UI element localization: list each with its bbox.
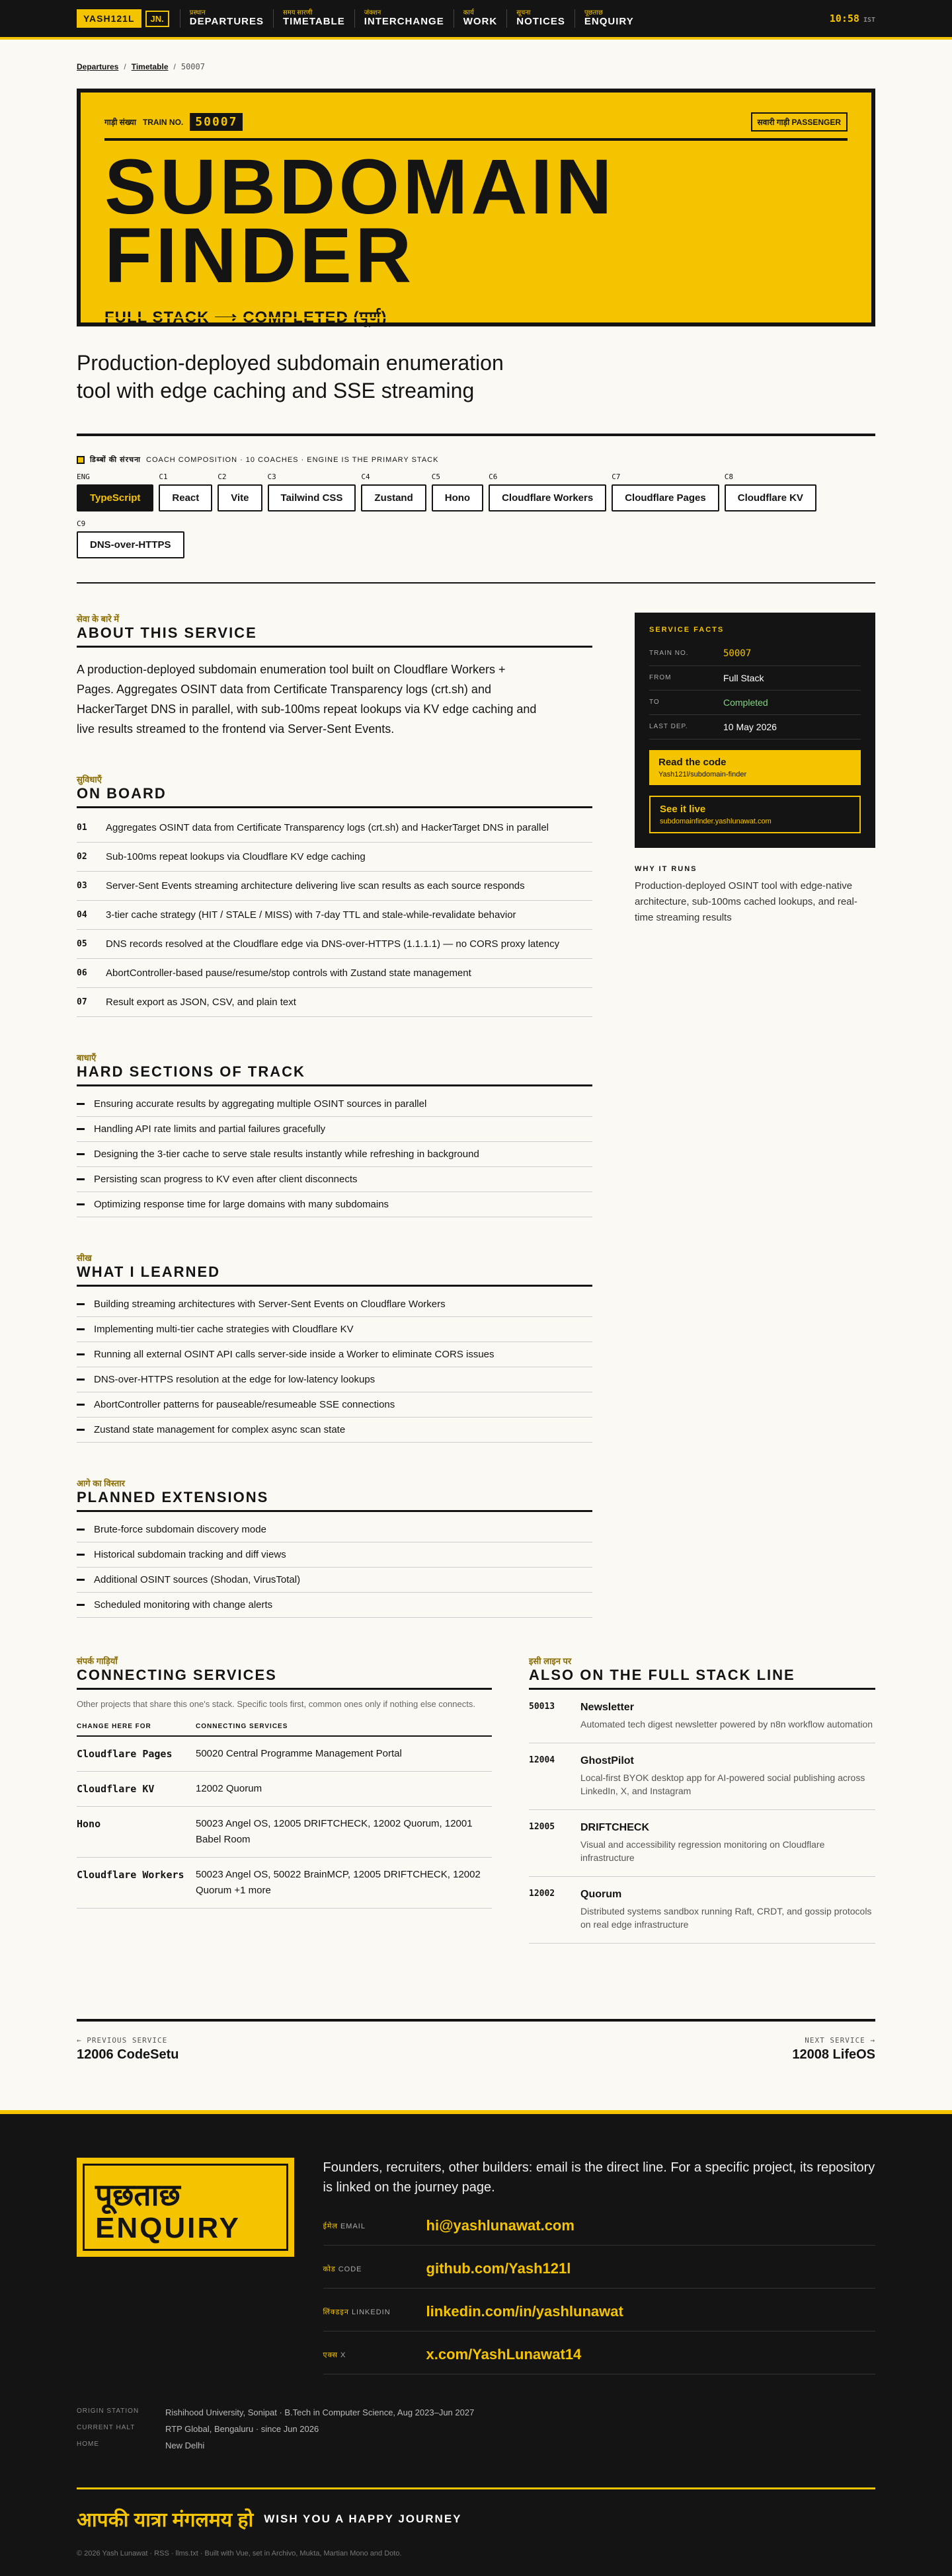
item-text: Historical subdomain tracking and diff views [94, 1549, 286, 1560]
connection-stack: Cloudflare KV [77, 1772, 196, 1807]
list-item [77, 843, 592, 872]
meta-key: HOME [77, 2441, 99, 2448]
item-text: Sub-100ms repeat lookups via Cloudflare KV edge caching [106, 851, 366, 862]
line-service[interactable] [529, 1810, 875, 1877]
page-title [104, 143, 848, 299]
logo[interactable] [77, 9, 169, 28]
hero-board [77, 89, 875, 326]
coach-code: C6 [489, 473, 498, 481]
contact-key [323, 2350, 426, 2360]
nav-item-departures[interactable] [180, 9, 273, 28]
clock [830, 13, 875, 24]
planned-list [77, 1517, 592, 1618]
item-text: DNS-over-HTTPS resolution at the edge for low-latency lookups [94, 1374, 376, 1385]
coach-hono[interactable] [432, 473, 483, 511]
coach-name: Zustand [361, 484, 426, 511]
contact-linkedin[interactable] [323, 2292, 875, 2331]
dash-icon [77, 1178, 85, 1180]
section-hi: सेवा के बारे में [77, 614, 120, 624]
item-text: Building streaming architectures with Server-Sent Events on Cloudflare Workers [94, 1299, 446, 1310]
why-body: Production-deployed OSINT tool with edge-native architecture, sub-100ms cached lookups, and real-time streaming results [635, 880, 857, 923]
contact-link[interactable]: hi@yashlunawat.com [426, 2217, 575, 2234]
section-title: WHAT I LEARNED [77, 1264, 592, 1287]
line-service[interactable] [529, 1743, 875, 1810]
fact-key: FROM [649, 674, 672, 681]
dash-icon [77, 1353, 85, 1355]
item-number: 03 [77, 881, 87, 891]
coach-typescript[interactable] [77, 473, 153, 511]
coach-name: Cloudflare Workers [489, 484, 606, 511]
section-hi: सुविधाएँ [77, 775, 102, 784]
contact-x[interactable] [323, 2335, 875, 2374]
dash-icon [77, 1203, 85, 1205]
section-title: ALSO ON THE FULL STACK LINE [529, 1667, 875, 1690]
section-title: PLANNED EXTENSIONS [77, 1489, 592, 1512]
list-item [77, 1192, 592, 1217]
previous-service-link[interactable] [77, 2036, 179, 2063]
contact-key-hi: ईमेल [323, 2222, 338, 2230]
coach-dns-over-https[interactable] [77, 519, 184, 558]
item-number: 07 [77, 997, 87, 1007]
title-line-2: FINDER [104, 212, 415, 299]
coach-tailwind-css[interactable] [268, 473, 356, 511]
item-text: Brute-force subdomain discovery mode [94, 1524, 266, 1535]
dash-icon [77, 1103, 85, 1105]
list-item [77, 1568, 592, 1593]
breadcrumb-sep: / [173, 62, 176, 71]
read-code-label: Read the code [658, 757, 727, 768]
connection-stack: Cloudflare Pages [77, 1736, 196, 1772]
fact-key: TO [649, 699, 660, 706]
dash-icon [77, 1303, 85, 1305]
list-item [77, 1593, 592, 1618]
meta-row [77, 2424, 875, 2434]
contact-key [323, 2307, 426, 2317]
service-facts [635, 613, 875, 848]
service-info [580, 1702, 873, 1731]
dash-icon [77, 1153, 85, 1155]
service-info [580, 1755, 875, 1798]
item-text: Additional OSINT sources (Shodan, VirusTotal) [94, 1574, 301, 1585]
service-desc: Local-first BYOK desktop app for AI-powered social publishing across LinkedIn, X, and Instagram [580, 1772, 865, 1796]
nav-item-hi: समय सारणी [283, 9, 313, 17]
hard-section [77, 1051, 592, 1217]
connection-services[interactable]: 12002 Quorum [196, 1772, 492, 1807]
nav-item-hi: सूचना [516, 9, 531, 17]
coach-cloudflare-kv[interactable] [725, 473, 816, 511]
coach-name: Cloudflare KV [725, 484, 816, 511]
nav-items [180, 9, 643, 28]
train-label-en: TRAIN NO. [142, 117, 184, 127]
section-hi: बाधाएँ [77, 1053, 97, 1063]
service-code: 12004 [529, 1755, 555, 1765]
why-it-runs [635, 865, 875, 926]
meta-row [77, 2407, 875, 2417]
section-title: HARD SECTIONS OF TRACK [77, 1063, 592, 1086]
route-from: FULL STACK [104, 309, 210, 326]
route-to: COMPLETED (पूर्ण) [243, 309, 387, 326]
coach-code: C3 [267, 473, 276, 481]
onboard-section [77, 773, 592, 1017]
connecting-section [77, 1655, 492, 1944]
next-service-link[interactable] [792, 2036, 875, 2063]
fact-value: 50007 [723, 648, 752, 659]
square-icon [77, 456, 85, 464]
about-body: A production-deployed subdomain enumeration tool built on Cloudflare Workers + Pages. Aggregates OSINT data from Certificate Transparency logs (crt.sh) and HackerTarget DNS in parallel, with sub-100ms repeat lookups via KV edge caching and live results streamed to the frontend via Server-Sent Events. [77, 663, 537, 736]
connection-services[interactable]: 50020 Central Programme Management Portal [196, 1736, 492, 1772]
connection-row [77, 1772, 492, 1807]
item-number: 01 [77, 823, 87, 833]
item-number: 05 [77, 939, 87, 949]
dash-icon [77, 1579, 85, 1581]
list-item [77, 930, 592, 959]
coach-name: Hono [432, 484, 483, 511]
item-text: Ensuring accurate results by aggregating multiple OSINT sources in parallel [94, 1098, 427, 1110]
contact-panel [323, 2158, 875, 2374]
section-title: ABOUT THIS SERVICE [77, 625, 592, 648]
contact-code[interactable] [323, 2250, 875, 2289]
breadcrumb-departures[interactable]: Departures [77, 62, 119, 71]
breadcrumb-timetable[interactable]: Timetable [131, 62, 169, 71]
list-item [77, 872, 592, 901]
see-live-label: See it live [660, 804, 706, 815]
coach-code: C9 [77, 519, 86, 528]
section-title: CONNECTING SERVICES [77, 1667, 492, 1690]
item-text: Designing the 3-tier cache to serve stale results instantly while refreshing in background [94, 1149, 479, 1160]
fact-key: LAST DEP. [649, 723, 688, 730]
fact-key: TRAIN NO. [649, 650, 689, 657]
meta-value: Rishihood University, Sonipat · B.Tech in Computer Science, Aug 2023–Jun 2027 [165, 2407, 475, 2417]
service-name: DRIFTCHECK [580, 1822, 649, 1833]
train-label-hi: गाड़ी संख्या [104, 118, 136, 127]
meta-key: CURRENT HALT [77, 2424, 136, 2431]
coach-name: Cloudflare Pages [612, 484, 719, 511]
adjacent-services [77, 2019, 875, 2063]
copyright: © 2026 Yash Lunawat · RSS · llms.txt · Built with Vue, set in Archivo, Mukta, Martian Mono and Doto. [77, 2550, 402, 2557]
connection-row [77, 1858, 492, 1909]
section-hi: आगे का विस्तार [77, 1478, 125, 1488]
list-item [77, 814, 592, 843]
coach-cloudflare-workers[interactable] [489, 473, 606, 511]
connecting-table [77, 1718, 492, 1909]
coach-code: C7 [612, 473, 621, 481]
item-text: Result export as JSON, CSV, and plain text [106, 997, 296, 1008]
fact-value: Full Stack [723, 673, 764, 683]
nav-item-hi: जंक्शन [364, 9, 381, 17]
connection-services[interactable]: 50023 Angel OS, 50022 BrainMCP, 12005 DRIFTCHECK, 12002 Quorum +1 more [196, 1858, 492, 1909]
list-item [77, 988, 592, 1017]
nav-item-notices[interactable] [506, 9, 575, 28]
sidebar [635, 613, 875, 1652]
item-text: Implementing multi-tier cache strategies with Cloudflare KV [94, 1324, 354, 1335]
top-nav [0, 0, 952, 40]
dash-icon [77, 1604, 85, 1606]
prev-name: 12006 CodeSetu [77, 2047, 179, 2062]
contact-key [323, 2221, 426, 2231]
logo-text[interactable]: YASH121L [77, 9, 141, 28]
service-code: 50013 [529, 1702, 555, 1712]
list-item [77, 1392, 592, 1418]
dash-icon [77, 1328, 85, 1330]
list-item [77, 1292, 592, 1317]
why-title: WHY IT RUNS [635, 865, 697, 873]
farewell-hi: आपकी यात्रा मंगलमय हो [77, 2509, 254, 2531]
nav-item-label: INTERCHANGE [364, 16, 444, 28]
clock-time: 10:58 [829, 13, 859, 24]
item-text: 3-tier cache strategy (HIT / STALE / MISS) with 7-day TTL and stale-while-revalidate behavior [106, 909, 516, 921]
item-text: Zustand state management for complex async scan state [94, 1424, 346, 1435]
footer [0, 2110, 952, 2576]
clock-tz: IST [863, 17, 875, 24]
nav-item-hi: प्रस्थान [189, 9, 206, 17]
composition-en: COACH COMPOSITION · 10 COACHES · ENGINE IS THE PRIMARY STACK [146, 455, 439, 464]
route [104, 306, 848, 328]
item-text: Scheduled monitoring with change alerts [94, 1599, 273, 1610]
challenge-list [77, 1092, 592, 1217]
coach-code: C8 [724, 473, 733, 481]
about-section [77, 613, 592, 739]
coach-name: Tailwind CSS [268, 484, 356, 511]
next-label: NEXT SERVICE → [805, 2036, 875, 2045]
list-item [77, 1092, 592, 1117]
coach-code: ENG [77, 473, 90, 481]
learned-list [77, 1292, 592, 1443]
service-info [580, 1822, 875, 1864]
section-hi: सीख [77, 1253, 92, 1263]
tagline: Production-deployed subdomain enumeration tool with edge caching and SSE streaming [77, 351, 504, 402]
contact-key-en: CODE [338, 2265, 362, 2273]
item-text: Handling API rate limits and partial failures gracefully [94, 1123, 326, 1135]
nav-item-interchange[interactable] [354, 9, 454, 28]
connection-row [77, 1736, 492, 1772]
list-item [77, 1418, 592, 1443]
connection-stack: Cloudflare Workers [77, 1858, 196, 1909]
meta-key: ORIGIN STATION [77, 2407, 139, 2415]
farewell [77, 2487, 875, 2532]
meta-value: RTP Global, Bengaluru · since Jun 2026 [165, 2424, 319, 2434]
coach-list [77, 473, 875, 566]
service-info [580, 1889, 875, 1931]
service-name: Newsletter [580, 1702, 634, 1713]
contact-link[interactable]: github.com/Yash121l [426, 2260, 571, 2277]
dash-icon [77, 1128, 85, 1130]
divider [77, 434, 875, 436]
connecting-note: Other projects that share this one's stack. Specific tools first, common ones only if nothing else connects. [77, 1699, 475, 1709]
section-hi: इसी लाइन पर [529, 1656, 572, 1666]
contact-link[interactable]: x.com/YashLunawat14 [426, 2346, 582, 2363]
fact-row [649, 691, 861, 715]
nav-item-label: ENQUIRY [584, 16, 634, 28]
coach-zustand[interactable] [361, 473, 426, 511]
hero-header [104, 112, 848, 141]
coach-name: TypeScript [77, 484, 153, 511]
coach-code: C2 [218, 473, 227, 481]
service-desc: Automated tech digest newsletter powered by n8n workflow automation [580, 1719, 873, 1729]
breadcrumb-sep: / [124, 62, 126, 71]
coach-react[interactable] [159, 473, 212, 511]
dash-icon [77, 1554, 85, 1556]
enquiry-hi: पूछताछ [95, 2178, 180, 2212]
item-number: 04 [77, 910, 87, 920]
nav-item-timetable[interactable] [273, 9, 354, 28]
contact-key-en: X [340, 2351, 346, 2359]
farewell-en: WISH YOU A HAPPY JOURNEY [264, 2512, 462, 2525]
service-name: Quorum [580, 1889, 622, 1900]
logo-suffix: JN. [145, 11, 169, 27]
contact-email[interactable] [323, 2207, 875, 2246]
nav-item-hi: कार्य [463, 9, 474, 17]
read-code-button[interactable] [649, 750, 861, 785]
item-number: 02 [77, 852, 87, 862]
fact-value: 10 May 2026 [723, 722, 777, 732]
dash-icon [77, 1379, 85, 1381]
dash-icon [77, 1529, 85, 1531]
fact-row [649, 642, 861, 666]
list-item [77, 1517, 592, 1542]
prev-label: ← PREVIOUS SERVICE [77, 2036, 168, 2045]
train-number: 50007 [190, 113, 243, 131]
nav-item-label: DEPARTURES [189, 16, 264, 28]
coach-code: C5 [431, 473, 441, 481]
list-item [77, 1367, 592, 1392]
passenger-hi: सवारी गाड़ी [757, 118, 790, 127]
coach-code: C1 [159, 473, 168, 481]
list-item [77, 1317, 592, 1342]
learned-section [77, 1252, 592, 1443]
list-item [77, 1142, 592, 1167]
see-live-button[interactable] [649, 796, 861, 833]
composition-hi: डिब्बों की संरचना [90, 456, 141, 464]
feature-list [77, 814, 592, 1017]
enquiry-board [77, 2158, 294, 2257]
line-service[interactable] [529, 1877, 875, 1944]
contact-key-en: LINKEDIN [351, 2308, 391, 2316]
also-section [529, 1655, 875, 1944]
list-item [77, 1167, 592, 1192]
dash-icon [77, 1429, 85, 1431]
nav-item-work[interactable] [454, 9, 507, 28]
nav-item-label: TIMETABLE [283, 16, 345, 28]
breadcrumb [77, 40, 875, 71]
item-number: 06 [77, 968, 87, 978]
col-header: CONNECTING SERVICES [196, 1718, 492, 1736]
service-desc: Visual and accessibility regression monitoring on Cloudflare infrastructure [580, 1839, 825, 1863]
service-code: 12002 [529, 1889, 555, 1899]
item-text: Server-Sent Events streaming architecture delivering live scan results as each source responds [106, 880, 525, 891]
composition-heading [77, 455, 875, 465]
service-code: 12005 [529, 1822, 555, 1832]
coach-name: DNS-over-HTTPS [77, 531, 184, 558]
connection-row [77, 1807, 492, 1858]
coach-vite[interactable] [218, 473, 262, 511]
item-text: Optimizing response time for large domains with many subdomains [94, 1199, 389, 1210]
coach-code: C4 [361, 473, 370, 481]
enquiry-en: ENQUIRY [95, 2212, 241, 2244]
item-text: AbortController-based pause/resume/stop controls with Zustand state management [106, 967, 471, 979]
item-text: Persisting scan progress to KV even after client disconnects [94, 1174, 358, 1185]
next-name: 12008 LifeOS [792, 2047, 875, 2062]
list-item [77, 959, 592, 988]
nav-item-enquiry[interactable] [575, 9, 643, 28]
meta-row [77, 2441, 875, 2450]
fact-row [649, 666, 861, 691]
contact-intro: Founders, recruiters, other builders: email is the direct line. For a specific project, its repository is linked on the journey page. [323, 2160, 875, 2195]
col-header: CHANGE HERE FOR [77, 1718, 196, 1736]
connection-stack: Hono [77, 1807, 196, 1858]
list-item [77, 1342, 592, 1367]
list-item [77, 1542, 592, 1568]
main-column [77, 613, 592, 1652]
list-item [77, 1117, 592, 1142]
route-arrow-icon: ⟶ [214, 309, 238, 326]
nav-item-label: WORK [463, 16, 498, 28]
planned-section [77, 1477, 592, 1618]
see-live-sub: subdomainfinder.yashlunawat.com [660, 817, 772, 825]
contact-key-hi: लिंक्डइन [323, 2308, 349, 2316]
service-name: GhostPilot [580, 1755, 634, 1766]
service-desc: Distributed systems sandbox running Raft, CRDT, and gossip protocols on real edge infrastructure [580, 1906, 872, 1930]
item-text: Aggregates OSINT data from Certificate Transparency logs (crt.sh) and HackerTarget DNS in parallel [106, 822, 549, 833]
contact-key [323, 2264, 426, 2274]
footer-meta [77, 2407, 875, 2450]
read-code-sub: Yash121l/subdomain-finder [658, 771, 747, 778]
section-hi: संपर्क गाड़ियाँ [77, 1656, 118, 1666]
coach-cloudflare-pages[interactable] [612, 473, 719, 511]
passenger-badge [751, 112, 848, 132]
passenger-en: PASSENGER [791, 118, 841, 127]
meta-value: New Delhi [165, 2441, 205, 2450]
dash-icon [77, 1404, 85, 1406]
contact-link[interactable]: linkedin.com/in/yashlunawat [426, 2303, 623, 2320]
fact-row [649, 715, 861, 739]
contact-key-en: EMAIL [340, 2222, 366, 2230]
facts-title: SERVICE FACTS [649, 626, 725, 634]
connection-services[interactable]: 50023 Angel OS, 12005 DRIFTCHECK, 12002 Quorum, 12001 Babel Room [196, 1807, 492, 1858]
item-text: DNS records resolved at the Cloudflare edge via DNS-over-HTTPS (1.1.1.1) — no CORS proxy latency [106, 938, 560, 950]
list-item [77, 901, 592, 930]
item-text: Running all external OSINT API calls server-side inside a Worker to eliminate CORS issues [94, 1349, 495, 1360]
line-service[interactable] [529, 1690, 875, 1743]
section-title: ON BOARD [77, 785, 592, 808]
title-line-1: SUBDOMAIN [104, 143, 615, 231]
coach-name: Vite [218, 484, 262, 511]
nav-item-label: NOTICES [516, 16, 565, 28]
divider [77, 582, 875, 584]
item-text: AbortController patterns for pauseable/resumeable SSE connections [94, 1399, 395, 1410]
contact-key-hi: एक्स [323, 2351, 338, 2359]
nav-item-hi: पूछताछ [584, 9, 603, 17]
fact-value: Completed [723, 697, 768, 708]
contact-key-hi: कोड [323, 2265, 336, 2273]
breadcrumb-current: 50007 [180, 62, 205, 71]
coach-name: React [159, 484, 212, 511]
